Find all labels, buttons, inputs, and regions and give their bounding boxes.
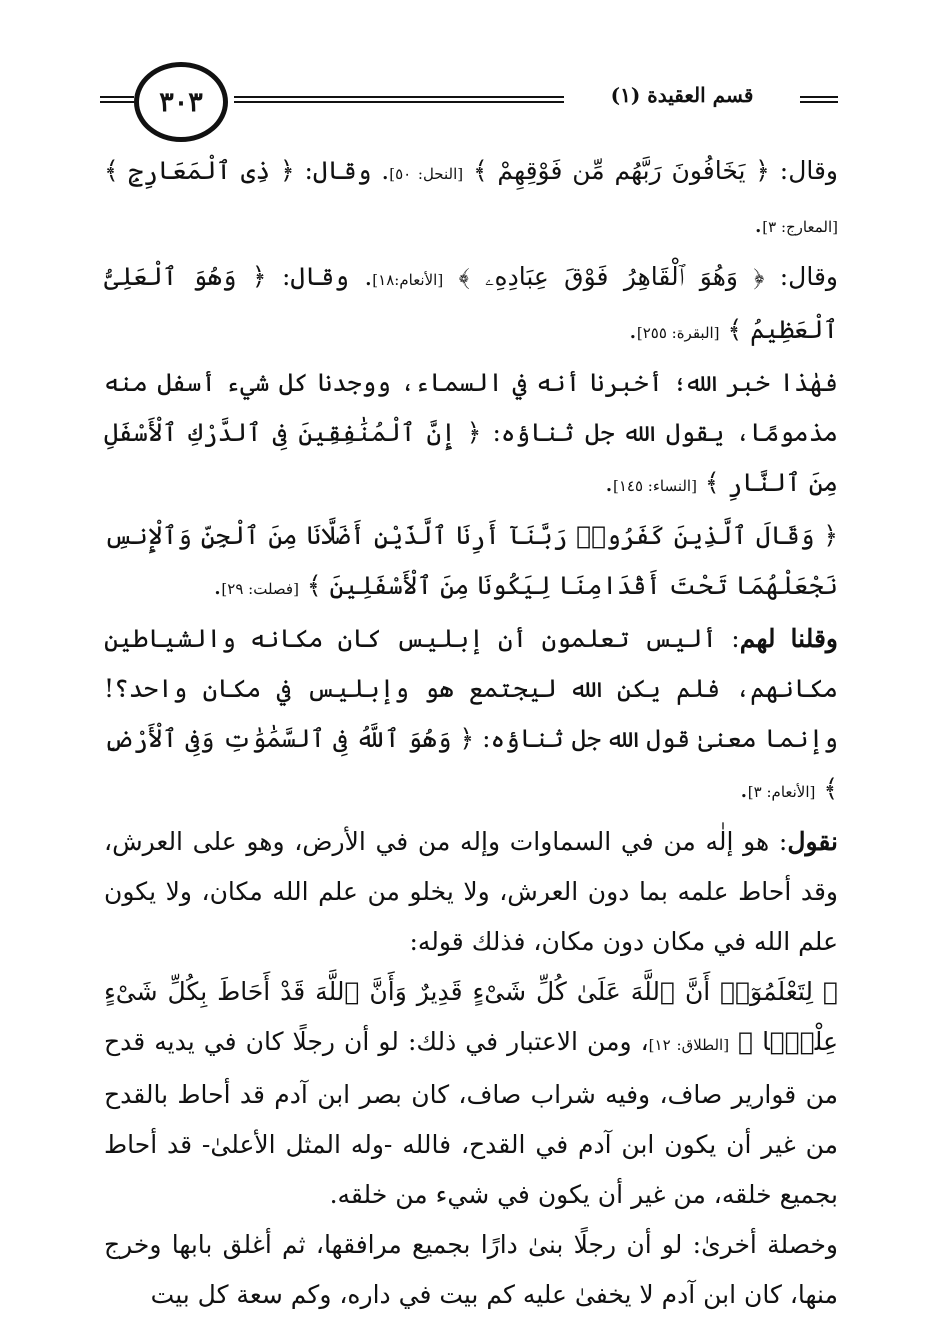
quran-verse: ﴿ وَهُوَ ٱللَّهُ فِى ٱلسَّمَٰوَٰتِ وَفِى ٱلْأَرْضِ ﴾ <box>104 724 838 803</box>
verse-reference: [فصلت: ٢٩] <box>221 580 299 598</box>
verse-reference: [البقرة: ٢٥٥] <box>636 324 720 342</box>
text: . وقال: <box>294 156 390 185</box>
header-rule <box>234 101 564 103</box>
paragraph-2 <box>104 252 838 358</box>
quran-verse: ﴿ ذِى ٱلْمَعَارِجِ ﴾ <box>104 156 295 185</box>
text: . <box>605 468 613 497</box>
text: فهٰذا خبر الله؛ أخبرنا أنه في السماء، ووجدنا كل شيء أسفل منه مذمومًا، يقول الله جل ثناؤه: <box>104 368 838 447</box>
header-rule <box>234 96 564 98</box>
header-rule <box>800 101 838 103</box>
text: . <box>739 774 748 803</box>
text: وخصلة أخرىٰ: لو أن رجلًا بنىٰ دارًا بجميع مرافقها، ثم أغلق بابها وخرج منها، كان ابن آدم لا يخفىٰ عليه كم بيت في داره، وكم سعة كل بيت <box>104 1230 838 1309</box>
verse-reference: [النحل: ٥٠] <box>389 165 464 183</box>
text: ، ومن الاعتبار في ذلك: لو أن رجلًا كان في يديه قدح من قوارير صاف، وفيه شراب صاف، كان بصر ابن آدم قد أحاط بالقدح من غير أن يكون ابن آدم في القدح، فالله -وله المثل الأعلىٰ- قد أحاط بجميع خلقه، من غير أن يكون في شيء من خلقه. <box>104 1027 838 1209</box>
lead-phrase: وقلنا لهم <box>739 624 838 653</box>
section-title: قسم العقيدة (١) <box>610 83 754 107</box>
page-number: ٣٠٣ <box>134 62 228 142</box>
paragraph-3 <box>104 358 838 511</box>
paragraph-6 <box>104 817 838 967</box>
header-rule <box>100 101 134 103</box>
quran-verse: ﴿ لِتَعْلَمُوٓا۟ أَنَّ ٱللَّهَ عَلَىٰ كُلِّ شَىْءٍ قَدِيرٌ وَأَنَّ ٱللَّهَ قَدْ أَحَاطَ بِكُلِّ شَىْءٍ عِلْمًۢا ﴾ <box>104 977 838 1056</box>
paragraph-8 <box>104 1220 838 1320</box>
quran-verse: ﴿ وَهُوَ ٱلْقَاهِرُ فَوْقَ عِبَادِهِۦ ﴾ <box>458 262 765 291</box>
quran-verse: ﴿ وَهُوَ ٱلْعَلِىُّ ٱلْعَظِيمُ ﴾ <box>104 262 838 344</box>
paragraph-1 <box>104 146 838 252</box>
text: . <box>754 209 763 238</box>
quran-verse: ﴿ إِنَّ ٱلْمُنَٰفِقِينَ فِى ٱلدَّرْكِ ٱلْأَسْفَلِ مِنَ ٱلنَّارِ ﴾ <box>104 418 838 497</box>
quran-verse: ﴿ وَقَالَ ٱلَّذِينَ كَفَرُوا۟ رَبَّنَآ أَرِنَا ٱلَّذَيْنِ أَضَلَّانَا مِنَ ٱلْجِنِّ وَٱلْإِنسِ نَجْعَلْهُمَا تَحْتَ أَقْدَامِنَا لِيَكُونَا مِنَ ٱلْأَسْفَلِينَ ﴾ <box>104 521 838 600</box>
paragraph-4 <box>104 511 838 614</box>
paragraph-7 <box>104 967 838 1220</box>
verse-reference: [الأنعام:١٨] <box>372 271 444 289</box>
header-rule <box>800 96 838 98</box>
text: : هو إلٰه من في السماوات وإله من في الأرض، وهو على العرش، وقد أحاط علمه بما دون العرش، ولا يخلو من علم الله مكان، ولا يكون علم الله في مكان دون مكان، فذلك قوله: <box>104 827 838 956</box>
running-header <box>100 62 838 142</box>
paragraph-5 <box>104 614 838 817</box>
text: . <box>628 315 637 344</box>
text: . وقال: <box>266 262 373 291</box>
text: . <box>213 571 222 600</box>
text: : أليس تعلمون أن إبليس كان مكانه والشياطين مكانهم، فلم يكن الله ليجتمع هو وإبليس في مكان واحد؟! وإنما معنىٰ قول الله جل ثناؤه: <box>104 624 838 753</box>
page-body <box>104 146 838 1320</box>
text: وقال: <box>769 156 838 185</box>
quran-verse: ﴿ يَخَافُونَ رَبَّهُم مِّن فَوْقِهِمْ ﴾ <box>472 156 770 185</box>
verse-reference: [النساء: ١٤٥] <box>612 477 697 495</box>
lead-phrase: نقول <box>787 827 838 856</box>
verse-reference: [الطلاق: ١٢] <box>648 1036 730 1054</box>
verse-reference: [المعارج: ٣] <box>762 218 838 236</box>
verse-reference: [الأنعام: ٣] <box>747 783 816 801</box>
header-rule <box>100 96 134 98</box>
text: وقال: <box>764 262 838 291</box>
